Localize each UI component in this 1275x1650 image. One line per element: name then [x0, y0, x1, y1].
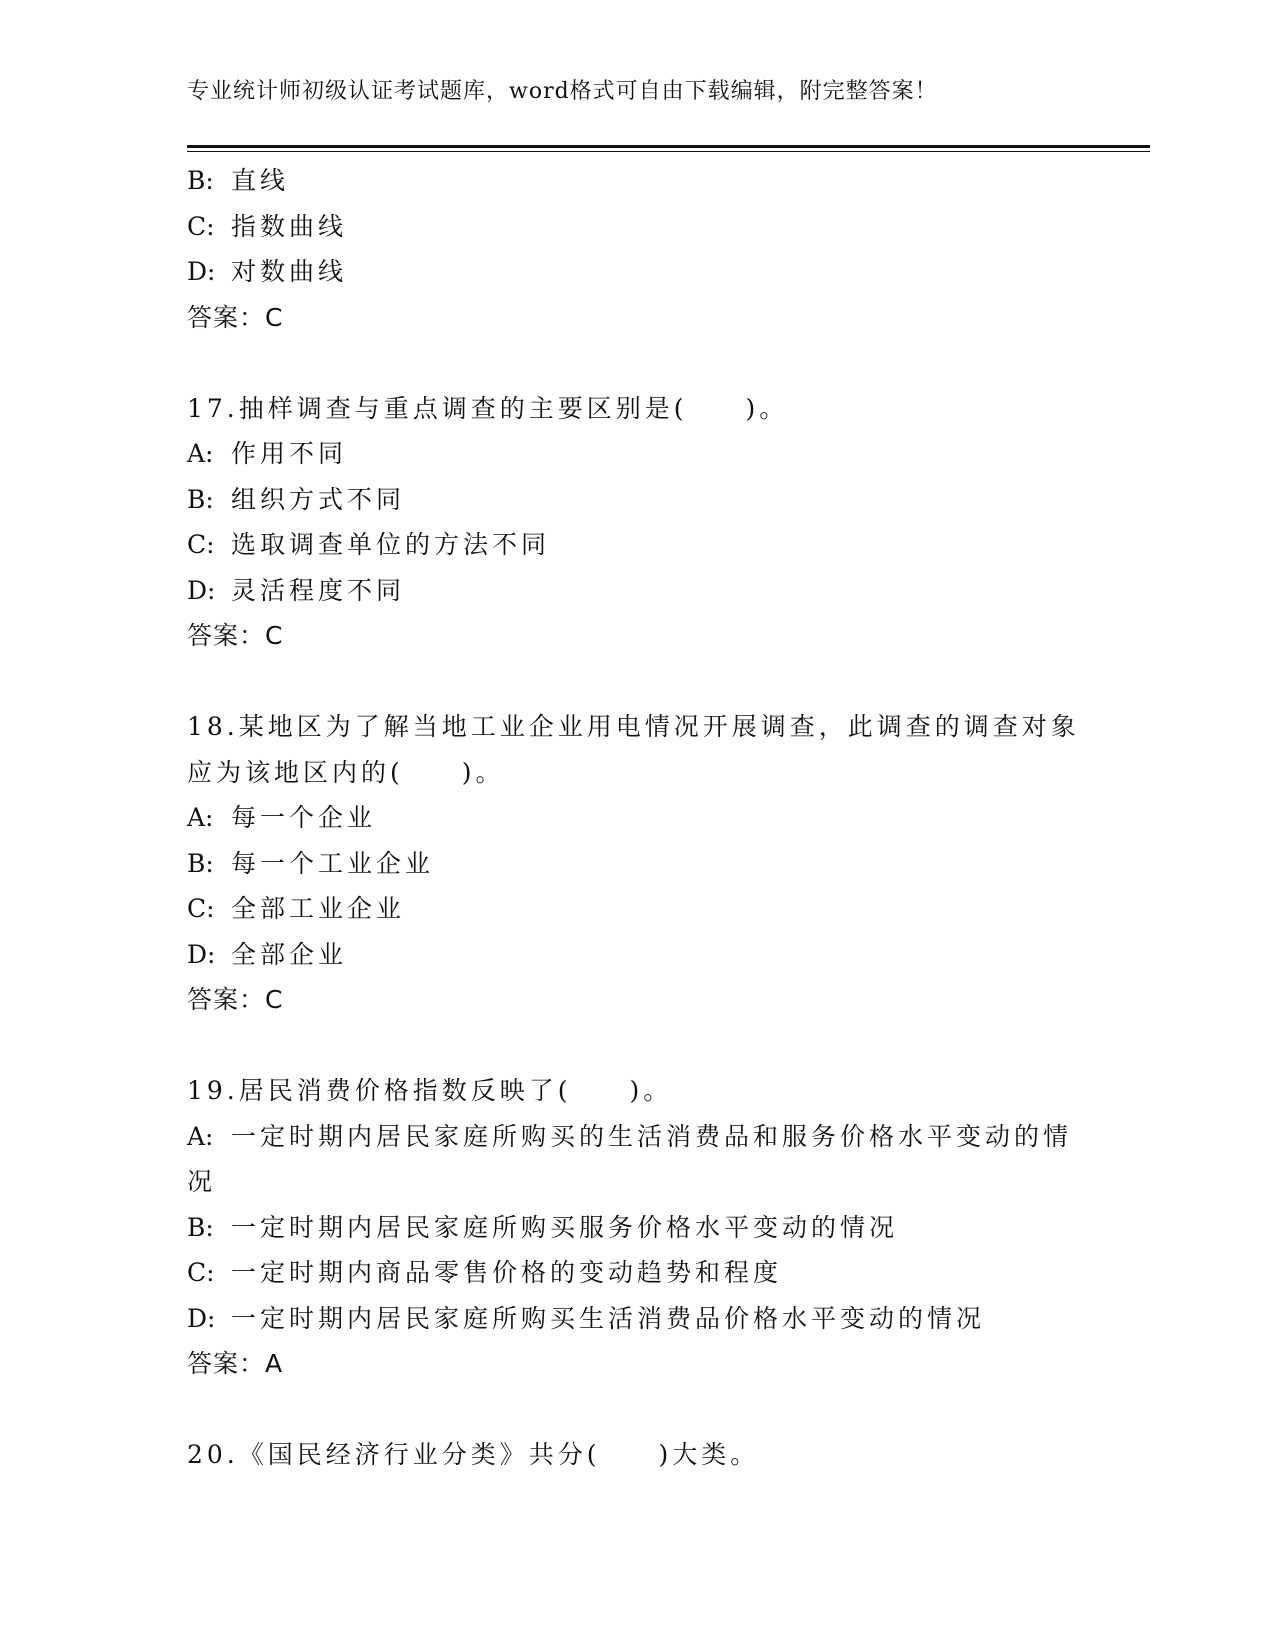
header-rule-thick: [187, 145, 1150, 148]
q18-option-b: B: 每一个工业企业: [187, 848, 435, 878]
question-content: [187, 158, 1087, 1478]
prev-answer: 答案：C: [187, 302, 284, 332]
prev-option-b: B: 直线: [187, 166, 290, 195]
q19-stem: 19.居民消费价格指数反映了( )。: [187, 1076, 673, 1105]
q17-option-d: D: 灵活程度不同: [187, 575, 406, 605]
q17-option-b: B: 组织方式不同: [187, 484, 406, 514]
q18-stem-line2: 应为该地区内的( )。: [187, 757, 505, 787]
q19-option-c: C: 一定时期内商品零售价格的变动趋势和程度: [187, 1258, 783, 1287]
q18-option-c: C: 全部工业企业: [187, 894, 406, 923]
q17-option-a: A: 作用不同: [187, 439, 348, 468]
header-rule-thin: [187, 151, 1150, 152]
prev-option-d: D: 对数曲线: [187, 257, 348, 286]
q18-answer: 答案：C: [187, 985, 284, 1014]
q19-option-b: B: 一定时期内居民家庭所购买服务价格水平变动的情况: [187, 1212, 899, 1242]
q19-option-d: D: 一定时期内居民家庭所购买生活消费品价格水平变动的情况: [187, 1303, 986, 1333]
q18-option-d: D: 全部企业: [187, 939, 348, 969]
q19-option-a-cont: 况: [187, 1167, 217, 1196]
page-header: 专业统计师初级认证考试题库，word格式可自由下载编辑，附完整答案！: [187, 79, 938, 104]
q19-answer: 答案：A: [187, 1349, 284, 1378]
q17-answer: 答案：C: [187, 621, 284, 650]
prev-option-c: C: 指数曲线: [187, 211, 348, 241]
q19-option-a: A: 一定时期内居民家庭所购买的生活消费品和服务价格水平变动的情: [187, 1121, 1073, 1151]
q17-option-c: C: 选取调查单位的方法不同: [187, 530, 551, 559]
q18-option-a: A: 每一个企业: [187, 803, 377, 832]
q20-stem: 20.《国民经济行业分类》共分( )大类。: [187, 1440, 760, 1469]
q18-stem-line1: 18.某地区为了解当地工业企业用电情况开展调查，此调查的调查对象: [187, 712, 1080, 741]
q17-stem: 17.抽样调查与重点调查的主要区别是( )。: [187, 393, 789, 423]
